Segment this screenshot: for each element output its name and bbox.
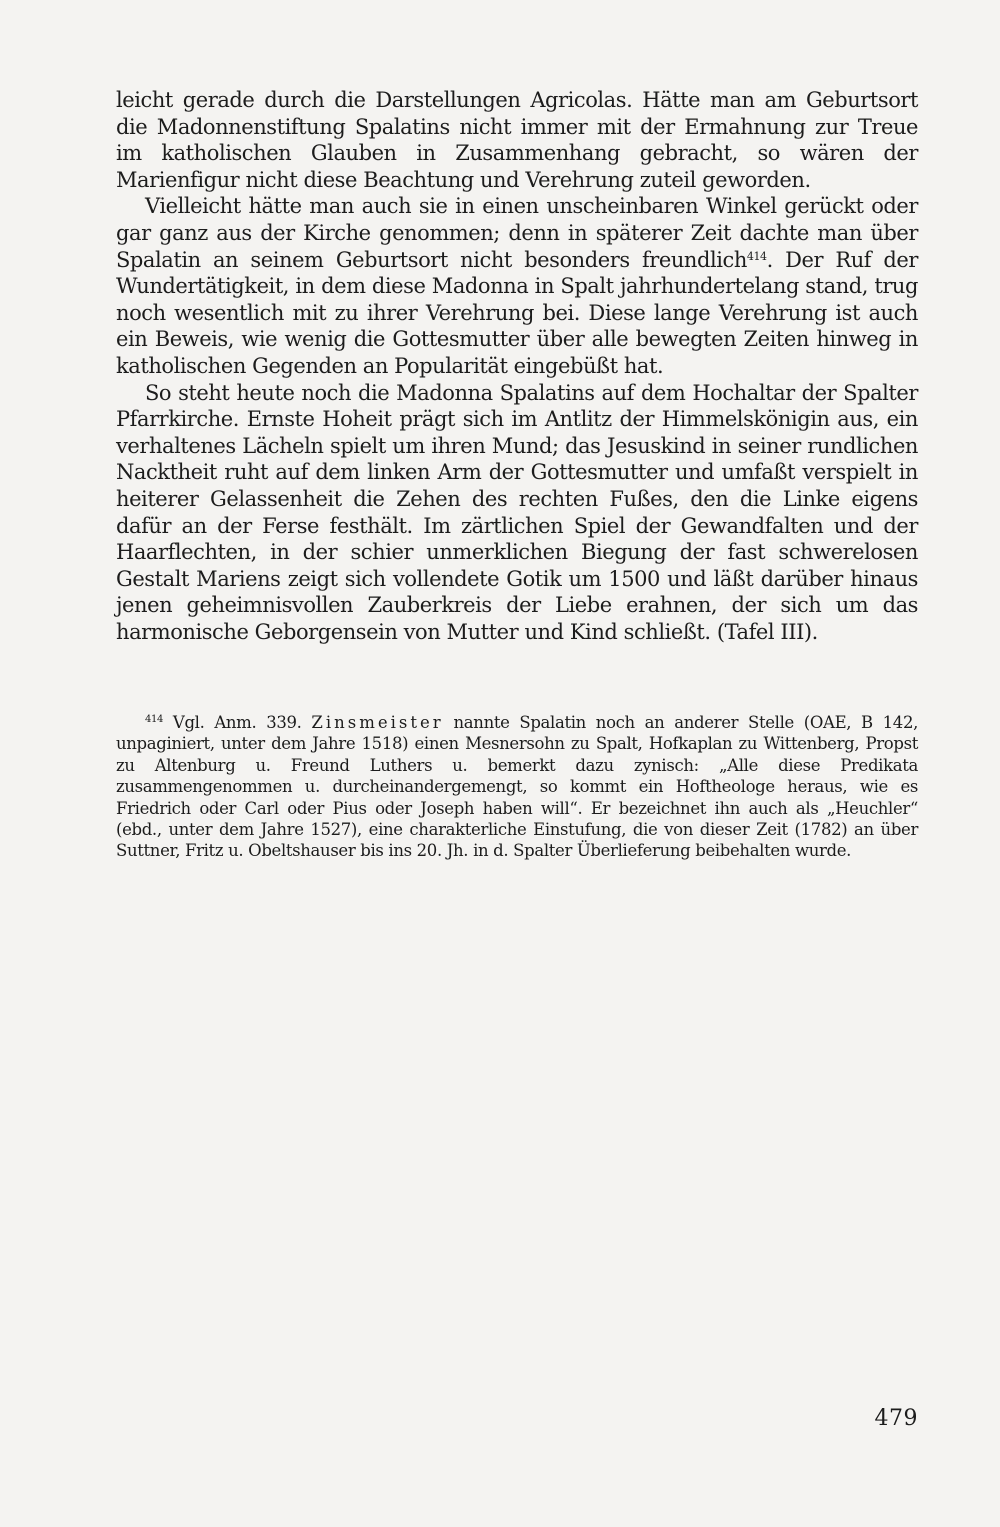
footnote-lead: Vgl. Anm. 339.	[163, 713, 312, 732]
footnote-number: 414	[145, 714, 164, 725]
footnote-text: nannte Spalatin noch an anderer Stelle (OAE, B 142, unpaginiert, unter dem Jahre 1518) einen Mesnersohn zu Spalt, Hofkaplan zu Wittenberg, Propst zu Altenburg u. Freund Luthers u. bemerkt dazu zynisch: „Alle diese Predikata zusammengenommen u. durcheinandergemengt, so kommt ein Hoftheologe heraus, wie es Friedrich oder Carl oder Pius oder Joseph haben will“. Er bezeichnet ihn auch als „Heuchler“ (ebd., unter dem Jahre 1527), eine charakterliche Einstufung, die von dieser Zeit (1782) an über Suttner, Fritz u. Obeltshauser bis ins 20. Jh. in d. Spalter Überlieferung beibehalten wurde.	[116, 713, 918, 861]
paragraph-2	[116, 193, 918, 379]
paragraph-2-text-b: . Der Ruf der Wundertätigkeit, in dem diese Madonna in Spalt jahrhundertelang stand, trug noch wesentlich mit zu ihrer Verehrung bei. Diese lange Verehrung ist auch ein Beweis, wie wenig die Gottesmutter über alle bewegten Zeiten hinweg in katholischen Gegenden an Popularität eingebüßt hat.	[116, 247, 918, 378]
paragraph-3: So steht heute noch die Madonna Spalatins auf dem Hochaltar der Spalter Pfarrkirche. Ernste Hoheit prägt sich im Antlitz der Himmelskönigin aus, ein verhaltenes Lächeln spielt um ihren Mund; das Jesuskind in seiner rundlichen Nacktheit ruht auf dem linken Arm der Gottesmutter und umfaßt verspielt in heiterer Gelassenheit die Zehen des rechten Fußes, den die Linke eigens dafür an der Ferse festhält. Im zärtlichen Spiel der Gewandfalten und der Haarflechten, in der schier unmerklichen Biegung der fast schwerelosen Gestalt Mariens zeigt sich vollendete Gotik um 1500 und läßt darüber hinaus jenen geheimnisvollen Zauberkreis der Liebe erahnen, der sich um das harmonische Geborgensein von Mutter und Kind schließt. (Tafel III).	[116, 380, 918, 644]
paragraph-2-text-a: Vielleicht hätte man auch sie in einen unscheinbaren Winkel gerückt oder gar ganz aus der Kirche genommen; denn in späterer Zeit dachte man über Spalatin an seinem Geburtsort nicht besonders freundlich	[116, 194, 918, 272]
footnote-author: Zinsmeister	[311, 713, 444, 732]
paragraph-1: leicht gerade durch die Darstellungen Agricolas. Hätte man am Geburtsort die Madonnenstiftung Spalatins nicht immer mit der Ermahnung zur Treue im katholischen Glauben in Zusammenhang gebracht, so wären der Marienfigur nicht diese Beachtung und Verehrung zuteil geworden.	[116, 88, 918, 192]
footnote-section	[116, 712, 918, 862]
main-text	[116, 87, 918, 645]
footnote-414	[116, 712, 918, 862]
page-number: 479	[874, 1406, 918, 1431]
footnote-reference[interactable]: 414	[746, 249, 767, 263]
